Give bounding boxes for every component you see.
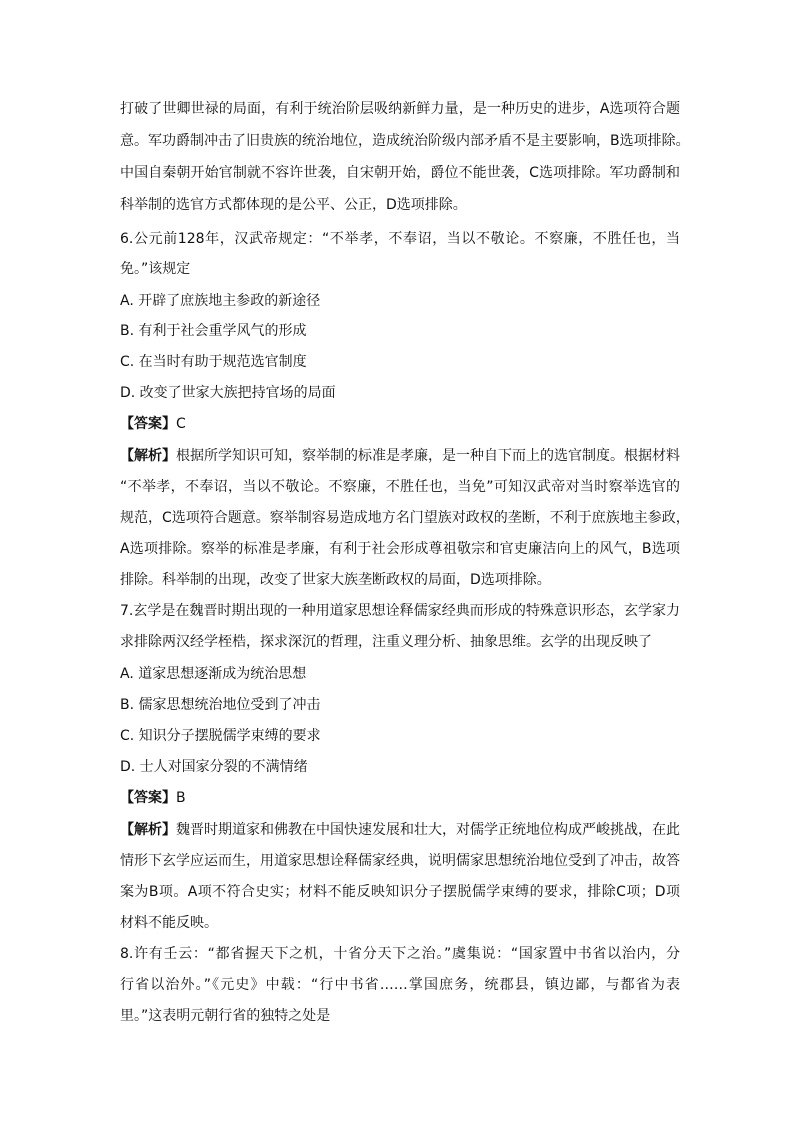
q6-analysis-line [120, 446, 680, 466]
q6-answer [120, 414, 680, 434]
answer-tag: 【答案】 [120, 416, 176, 432]
prev-analysis-line: 中国自秦朝开始官制就不容许世袭，自宋朝开始，爵位不能世袭，C选项排除。军功爵制和 [120, 165, 680, 181]
q6-option-d: D. 改变了世家大族把持官场的局面 [120, 385, 336, 401]
q7-option-d: D. 士人对国家分裂的不满情绪 [120, 759, 308, 775]
answer-value: B [176, 790, 186, 806]
q6-stem-line: 6.公元前128年，汉武帝规定：“不举孝，不奉诏，当以不敬论。不察廉，不胜任也，当 [120, 231, 680, 247]
q6-analysis-line: “不举孝，不奉诏，当以不敬论。不察廉，不胜任也，当免”可知汉武帝对当时察举选官的 [120, 479, 680, 495]
q6-option-b: B. 有利于社会重学风气的形成 [120, 323, 307, 339]
analysis-text: 魏晋时期道家和佛教在中国快速发展和壮大，对儒学正统地位构成严峻挑战，在此 [176, 822, 680, 838]
q8-stem-line: 8.许有壬云：“都省握天下之机，十省分天下之治。”虞集说：“国家置中书省以治内，分 [120, 946, 680, 962]
q7-answer [120, 788, 680, 808]
prev-analysis-line: 打破了世卿世禄的局面，有利于统治阶层吸纳新鲜力量，是一种历史的进步，A选项符合题 [120, 101, 680, 117]
q6-analysis-line: A选项排除。察举的标准是孝廉，有利于社会形成尊祖敬宗和官吏廉洁向上的风气，B选项 [120, 541, 680, 557]
answer-tag: 【答案】 [120, 790, 176, 806]
q8-stem-line: 行省以治外。”《元史》中载：“行中书省……掌国庶务，统郡县，镇边鄙，与都省为表 [120, 977, 680, 993]
q6-analysis-line: 排除。科举制的出现，改变了世家大族垄断政权的局面，D选项排除。 [120, 572, 551, 588]
q7-option-b: B. 儒家思想统治地位受到了冲击 [120, 697, 321, 713]
q6-analysis-line: 规范，C选项符合题意。察举制容易造成地方名门望族对政权的垄断，不利于庶族地主参政， [120, 510, 690, 526]
q7-stem-line: 7.玄学是在魏晋时期出现的一种用道家思想诠释儒家经典而形成的特殊意识形态，玄学家力 [120, 603, 680, 619]
q7-analysis-line: 案为B项。A项不符合史实；材料不能反映知识分子摆脱儒学束缚的要求，排除C项；D项 [120, 884, 680, 900]
q7-analysis-line [120, 820, 680, 840]
q7-stem-line: 求排除两汉经学桎梏，探求深沉的哲理，注重义理分析、抽象思维。玄学的出现反映了 [120, 634, 652, 650]
q6-option-a: A. 开辟了庶族地主参政的新途径 [120, 293, 321, 309]
q7-analysis-line: 材料不能反映。 [120, 915, 218, 931]
q6-stem-line: 免。”该规定 [120, 261, 191, 277]
analysis-text: 根据所学知识可知，察举制的标准是孝廉，是一种自下而上的选官制度。根据材料 [176, 448, 680, 464]
analysis-tag: 【解析】 [120, 822, 176, 838]
q7-option-c: C. 知识分子摆脱儒学束缚的要求 [120, 728, 321, 744]
q7-analysis-line: 情形下玄学应运而生，用道家思想诠释儒家经典，说明儒家思想统治地位受到了冲击，故答 [120, 853, 680, 869]
analysis-tag: 【解析】 [120, 448, 176, 464]
q8-stem-line: 里。”这表明元朝行省的独特之处是 [120, 1008, 331, 1024]
answer-value: C [176, 416, 186, 432]
prev-analysis-line: 意。军功爵制冲击了旧贵族的统治地位，造成统治阶级内部矛盾不是主要影响，B选项排除。 [120, 133, 690, 149]
q6-option-c: C. 在当时有助于规范选官制度 [120, 354, 307, 370]
prev-analysis-line: 科举制的选官方式都体现的是公平、公正，D选项排除。 [120, 197, 467, 213]
q7-option-a: A. 道家思想逐渐成为统治思想 [120, 666, 307, 682]
